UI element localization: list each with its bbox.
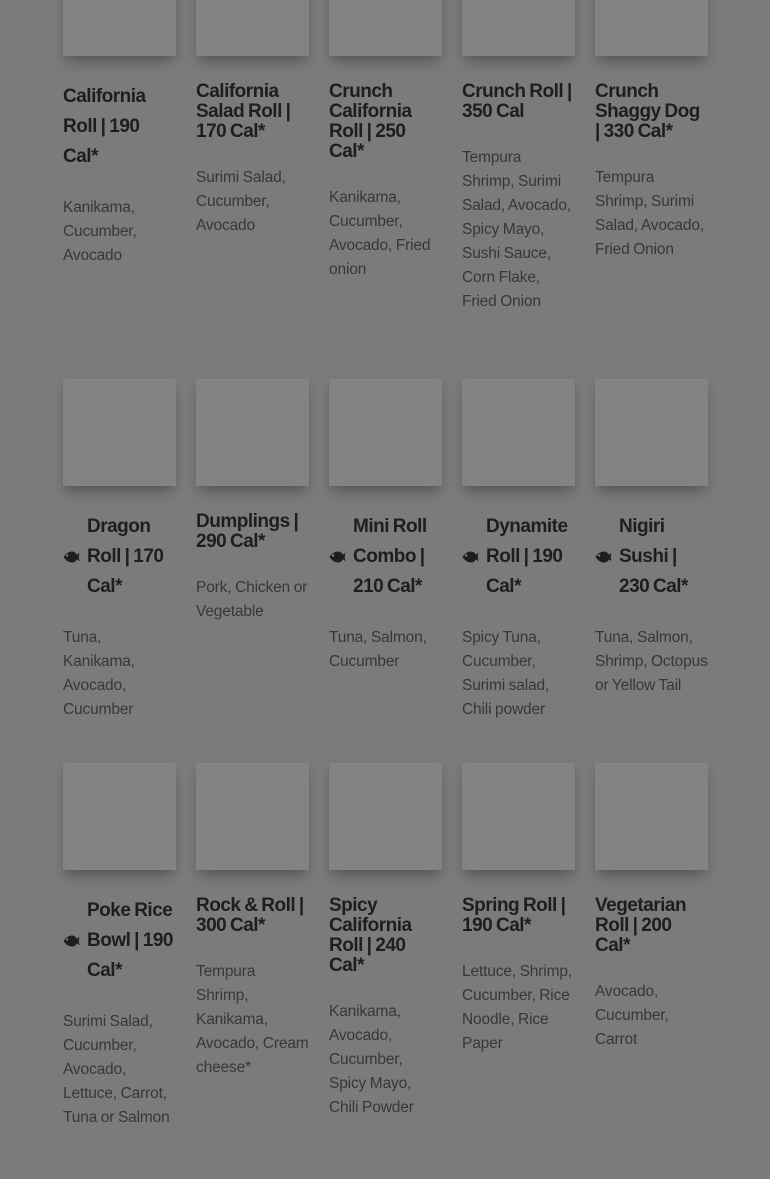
menu-item-image xyxy=(595,763,708,870)
menu-item-crunch-roll[interactable] xyxy=(462,0,575,314)
menu-item-title: Crunch California Roll | 250 Cal* xyxy=(329,81,412,162)
menu-item-title: Spicy California Roll | 240 Cal* xyxy=(329,895,412,976)
menu-item-image xyxy=(329,763,442,870)
menu-item-description: Surimi Salad, Cucumber, Avocado, Lettuce, Carrot, Tuna or Salmon xyxy=(63,1013,170,1126)
menu-item-title: California Salad Roll | 170 Cal* xyxy=(196,81,291,142)
fish-icon xyxy=(595,551,612,563)
menu-item-dynamite-roll[interactable] xyxy=(462,379,575,722)
menu-item-description: Tempura Shrimp, Surimi Salad, Avocado, Fried Onion xyxy=(595,169,704,258)
menu-item-image xyxy=(196,763,309,870)
menu-item-description: Pork, Chicken or Vegetable xyxy=(196,579,308,620)
menu-grid-row-1 xyxy=(63,0,708,314)
menu-item-image xyxy=(196,379,309,486)
menu-item-title: Dynamite Roll | 190 Cal* xyxy=(486,516,568,597)
menu-item-image xyxy=(462,763,575,870)
menu-grid-row-2 xyxy=(63,379,708,722)
fish-icon xyxy=(63,935,80,947)
menu-item-description: Tuna, Salmon, Cucumber xyxy=(329,629,427,670)
menu-item-title: Crunch Roll | 350 Cal xyxy=(462,81,572,122)
menu-item-california-roll[interactable] xyxy=(63,0,176,268)
menu-item-description: Tempura Shrimp, Surimi Salad, Avocado, Spicy Mayo, Sushi Sauce, Corn Flake, Fried Onion xyxy=(462,149,571,310)
menu-item-title: Dragon Roll | 170 Cal* xyxy=(87,516,164,597)
menu-item-description: Surimi Salad, Cucumber, Avocado xyxy=(196,169,286,234)
menu-item-title: Spring Roll | 190 Cal* xyxy=(462,895,566,936)
menu-item-spicy-california-roll[interactable] xyxy=(329,763,442,1120)
menu-item-spring-roll[interactable] xyxy=(462,763,575,1056)
menu-item-image xyxy=(63,0,176,56)
menu-item-title: Mini Roll Combo | 210 Cal* xyxy=(353,516,427,597)
menu-item-description: Lettuce, Shrimp, Cucumber, Rice Noodle, Rice Paper xyxy=(462,963,572,1052)
menu-item-image xyxy=(196,0,309,56)
menu-item-mini-roll-combo[interactable] xyxy=(329,379,442,674)
menu-grid-row-3 xyxy=(63,763,708,1130)
menu-item-nigiri-sushi[interactable] xyxy=(595,379,708,698)
fish-icon xyxy=(462,551,479,563)
menu-item-image xyxy=(329,379,442,486)
menu-item-image xyxy=(595,379,708,486)
menu-item-image xyxy=(329,0,442,56)
fish-icon xyxy=(63,551,80,563)
menu-item-title: Poke Rice Bowl | 190 Cal* xyxy=(87,900,173,981)
menu-item-title: Vegetarian Roll | 200 Cal* xyxy=(595,895,687,956)
menu-item-image xyxy=(595,0,708,56)
menu-item-title: Rock & Roll | 300 Cal* xyxy=(196,895,304,936)
menu-item-title: Dumplings | 290 Cal* xyxy=(196,511,299,552)
menu-item-crunch-shaggy-dog[interactable] xyxy=(595,0,708,262)
fish-icon xyxy=(329,551,346,563)
menu-item-description: Tempura Shrimp, Kanikama, Avocado, Cream cheese* xyxy=(196,963,309,1076)
menu-item-description: Tuna, Kanikama, Avocado, Cucumber xyxy=(63,629,135,718)
menu-item-image xyxy=(462,379,575,486)
menu-item-title: Nigiri Sushi | 230 Cal* xyxy=(619,516,688,597)
menu-item-description: Tuna, Salmon, Shrimp, Octopus or Yellow Tail xyxy=(595,629,708,694)
menu-item-image xyxy=(63,379,176,486)
menu-item-description: Kanikama, Cucumber, Avocado xyxy=(63,199,137,264)
menu-item-dragon-roll[interactable] xyxy=(63,379,176,722)
menu-item-california-salad-roll[interactable] xyxy=(196,0,309,238)
menu-item-poke-rice-bowl[interactable] xyxy=(63,763,176,1130)
menu-item-crunch-california-roll[interactable] xyxy=(329,0,442,282)
menu-item-description: Avocado, Cucumber, Carrot xyxy=(595,983,669,1048)
menu-item-image xyxy=(63,763,176,870)
menu-item-vegetarian-roll[interactable] xyxy=(595,763,708,1052)
menu-item-description: Kanikama, Avocado, Cucumber, Spicy Mayo, Chili Powder xyxy=(329,1003,414,1116)
menu-item-rock-and-roll[interactable] xyxy=(196,763,309,1080)
menu-item-description: Spicy Tuna, Cucumber, Surimi salad, Chili powder xyxy=(462,629,550,718)
menu-item-title: Crunch Shaggy Dog | 330 Cal* xyxy=(595,81,700,142)
menu-item-title: California Roll | 190 Cal* xyxy=(63,86,146,167)
menu-item-dumplings[interactable] xyxy=(196,379,309,624)
menu-item-description: Kanikama, Cucumber, Avocado, Fried onion xyxy=(329,189,431,278)
menu-item-image xyxy=(462,0,575,56)
